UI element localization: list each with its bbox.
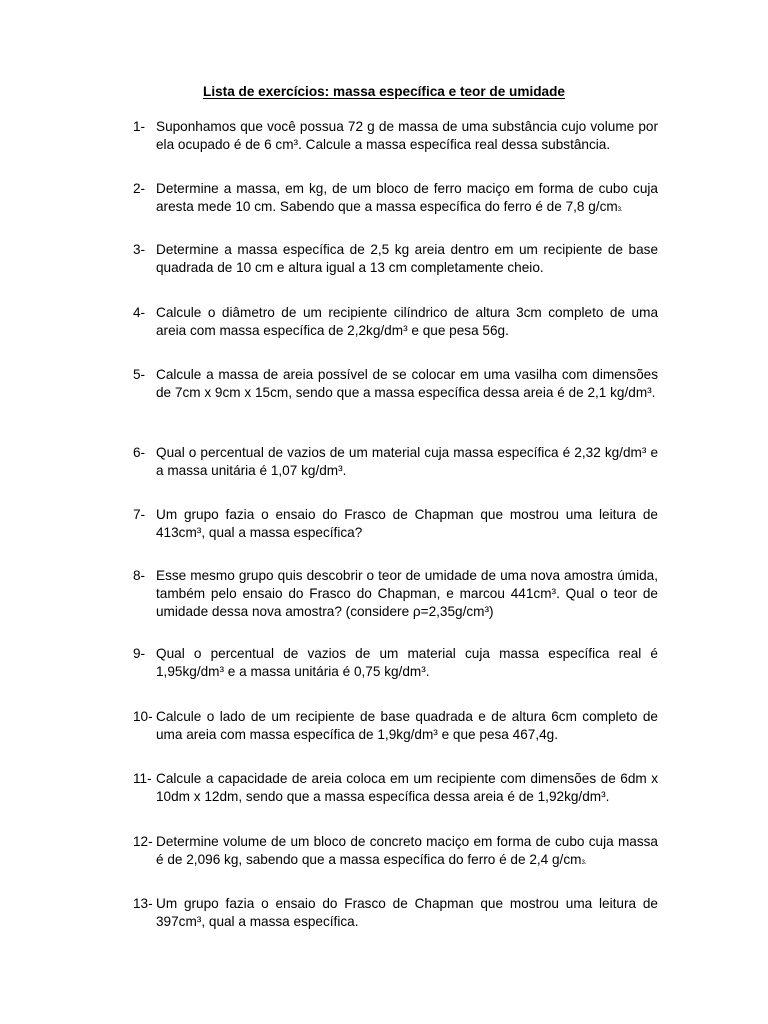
exercise-number: 5-	[133, 367, 146, 382]
exercise-number: 4-	[133, 305, 146, 320]
exercise-text: Suponhamos que você possua 72 g de massa de uma substância cujo volume por ela ocupado é de 6 cm³. Calcule a massa específica real dessa substância.	[156, 119, 658, 152]
exercise-number: 8-	[133, 568, 146, 583]
exercise-number: 12-	[133, 834, 153, 849]
exercise-number: 9-	[133, 646, 146, 661]
exercise-number: 10-	[133, 709, 153, 724]
exercise-text: Calcule a massa de areia possível de se colocar em uma vasilha com dimensões de 7cm x 9cm x 15cm, sendo que a massa específica dessa areia é de 2,1 kg/dm³.	[156, 367, 658, 400]
exercise-text	[156, 833, 658, 872]
exercise-text: Calcule a capacidade de areia coloca em um recipiente com dimensões de 6dm x 10dm x 12dm, sendo que a massa específica dessa areia é de 1,92kg/dm³.	[156, 771, 658, 804]
exercise-text: Qual o percentual de vazios de um material cuja massa específica real é 1,95kg/dm³ e a massa unitária é 0,75 kg/dm³.	[156, 646, 658, 679]
exercise-text: Esse mesmo grupo quis descobrir o teor de umidade de uma nova amostra úmida, também pelo ensaio do Frasco do Chapman, e marcou 441cm³. Qual o teor de umidade dessa nova amostra? (considere ρ=2,35g/cm³)	[156, 568, 658, 619]
exercise-text: Um grupo fazia o ensaio do Frasco de Chapman que mostrou uma leitura de 413cm³, qual a massa específica?	[156, 507, 658, 540]
exercise-number: 1-	[133, 119, 146, 134]
exercise-number: 2-	[133, 181, 146, 196]
exercise-text-suffix: 3.	[617, 207, 623, 213]
document-title: Lista de exercícios: massa específica e teor de umidade	[203, 84, 565, 99]
exercise-text: Determine a massa específica de 2,5 kg areia dentro em um recipiente de base quadrada de 10 cm e altura igual a 13 cm completamente cheio.	[156, 242, 658, 275]
exercise-number: 3-	[133, 242, 146, 257]
exercise-number: 13-	[133, 896, 153, 911]
exercise-text: Calcule o diâmetro de um recipiente cilíndrico de altura 3cm completo de uma areia com massa específica de 2,2kg/dm³ e que pesa 56g.	[156, 305, 658, 338]
exercise-number: 6-	[133, 445, 146, 460]
exercise-text-suffix: 3.	[581, 860, 587, 866]
exercise-text	[156, 180, 658, 219]
exercise-text: Um grupo fazia o ensaio do Frasco de Chapman que mostrou uma leitura de 397cm³, qual a massa específica.	[156, 896, 658, 929]
exercise-number: 11-	[133, 771, 152, 786]
exercise-number: 7-	[133, 507, 146, 522]
exercise-text-main: Determine a massa, em kg, de um bloco de ferro maciço em forma de cubo cuja aresta mede 10 cm. Sabendo que a massa específica do ferro é de 7,8 g/cm	[156, 181, 658, 214]
exercise-text: Calcule o lado de um recipiente de base quadrada e de altura 6cm completo de uma areia com massa específica de 1,9kg/dm³ e que pesa 467,4g.	[156, 709, 658, 742]
exercise-text-main: Determine volume de um bloco de concreto maciço em forma de cubo cuja massa é de 2,096 kg, sabendo que a massa específica do ferro é de 2,4 g/cm	[156, 834, 658, 867]
exercise-text: Qual o percentual de vazios de um material cuja massa específica é 2,32 kg/dm³ e a massa unitária é 1,07 kg/dm³.	[156, 445, 658, 478]
